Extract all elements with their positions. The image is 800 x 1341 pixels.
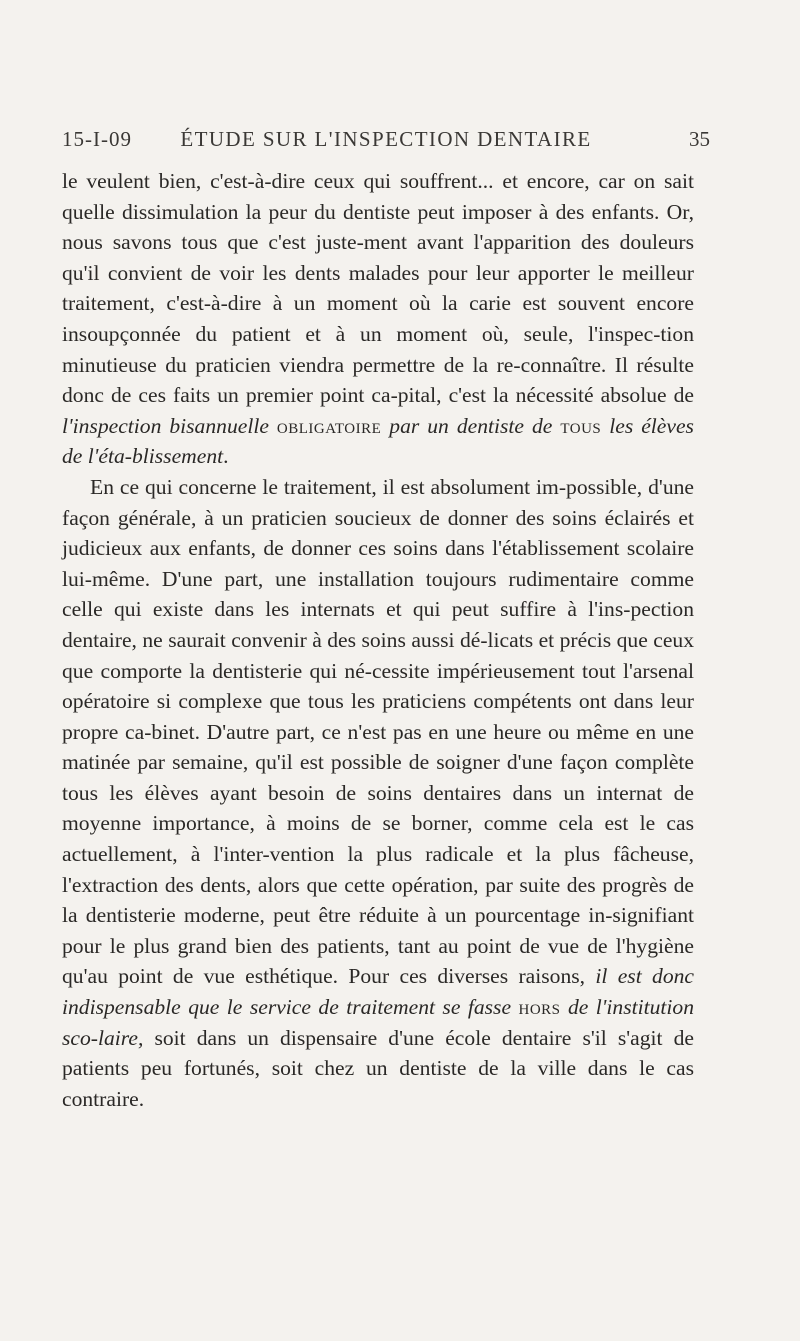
paragraph-2-emphasis-1: il est donc indispensable que le service de traitement se fasse xyxy=(62,964,695,1020)
paragraph-2-emphasis-2: de l'institution sco-laire, xyxy=(62,995,695,1050)
paragraph-2-end: soit dans un dispensaire d'une école dentaire s'il s'agit de patients peu fortunés, soit chez un dentiste de la ville dans le cas contraire. xyxy=(62,1025,694,1111)
page-number: 35 xyxy=(689,127,710,151)
folio-date: 15-I-09 xyxy=(62,127,132,151)
paragraph-1-smallcaps-2: tous xyxy=(560,413,602,438)
running-header xyxy=(62,127,710,157)
paragraph-1-emphasis-3: les élèves de l'éta-blissement xyxy=(62,413,694,469)
paragraph-2 xyxy=(62,472,694,1114)
paragraph-1-emphasis-2: par un dentiste de xyxy=(389,413,553,438)
paragraph-2-text: En ce qui concerne le traitement, il est absolument im-possible, d'une façon générale, à un praticien soucieux de donner des soins éclairés et judicieux aux enfants, de donner ces soins dans l'établissement scolaire lui-même. D'une part, une installation toujours rudimentaire comme celle qui existe dans les internats et qui peut suffire à l'ins-pection dentaire, ne saurait convenir à des soins aussi dé-licats et précis que ceux que comporte la dentisterie qui né-cessite impérieusement tout l'arsenal opératoire si complexe que tous les praticiens compétents ont dans leur propre ca-binet. D'autre part, ce n'est pas en une heure ou même en une matinée par semaine, qu'il est possible de soigner d'une façon complète tous les élèves ayant besoin de soins dentaires dans un internat de moyenne importance, à moins de se borner, comme cela est le cas actuellement, à l'inter-vention la plus radicale et la plus fâcheuse, l'extraction des dents, alors que cette opération, par suite des progrès de la dentisterie moderne, peut être réduite à un pourcentage in-signifiant pour le plus grand bien des patients, tant au point de vue de l'hygiène qu'au point de vue esthétique. Pour ces diverses raisons, xyxy=(62,474,694,989)
paragraph-1-end: . xyxy=(223,444,229,469)
paragraph-1 xyxy=(62,166,694,472)
paragraph-1-emphasis-1: l'inspection bisannuelle xyxy=(62,413,269,438)
paragraph-1-text: le veulent bien, c'est-à-dire ceux qui souffrent... et encore, car on sait quelle dissimulation la peur du dentiste peut imposer à des enfants. Or, nous savons tous que c'est juste-ment avant l'apparition des douleurs qu'il convient de voir les dents malades pour leur apporter le meilleur traitement, c'est-à-dire à un moment où la carie est souvent encore insoupçonnée du patient et à un moment où, seule, l'inspec-tion minutieuse du praticien viendra permettre de la re-connaître. Il résulte donc de ces faits un premier point ca-pital, c'est la nécessité absolue de xyxy=(62,169,694,408)
running-title: ÉTUDE SUR L'INSPECTION DENTAIRE xyxy=(180,127,592,151)
body-text xyxy=(62,166,694,1114)
paragraph-2-smallcaps-1: hors xyxy=(518,995,561,1020)
paragraph-1-smallcaps-1: obligatoire xyxy=(276,413,382,438)
